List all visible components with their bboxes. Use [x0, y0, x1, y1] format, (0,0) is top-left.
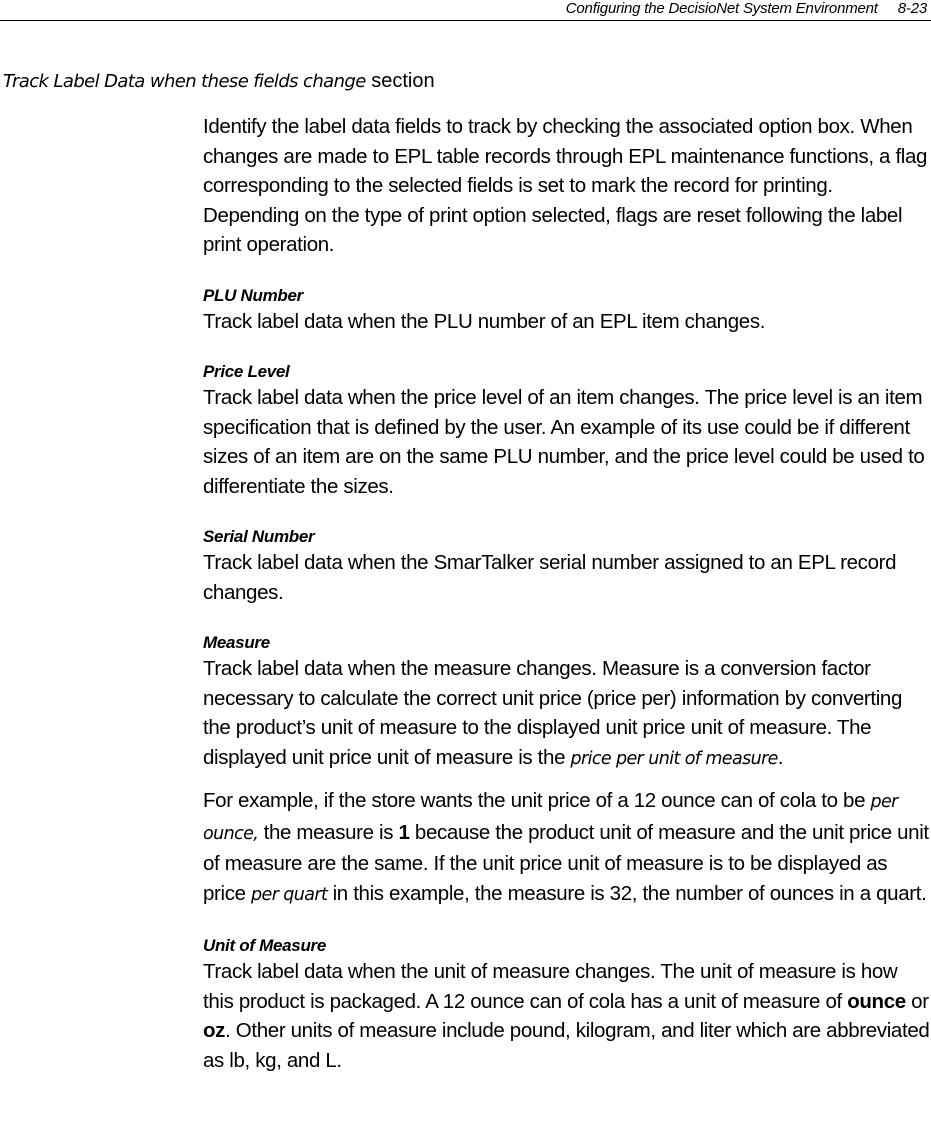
page-header — [566, 0, 927, 17]
section-title-rest: section — [365, 70, 435, 92]
term-serial-number: Serial Number — [203, 527, 315, 546]
section-title — [3, 70, 435, 93]
measure-example: For example, if the store wants the unit price of a 12 ounce can of cola to be per ounce, the measure is 1 because the product unit of measure and the unit price unit of measure are the same. If the unit price unit of measure is to be displayed as price per quart in this example, the measure is 32, the number of ounces in a quart. — [203, 789, 929, 905]
plu-description: Track label data when the PLU number of an EPL item changes. — [203, 309, 766, 333]
header-title: Configuring the DecisioNet System Environment — [565, 0, 878, 17]
serial-description: Track label data when the SmarTalker serial number assigned to an EPL record changes. — [203, 551, 897, 604]
term-unit-of-measure: Unit of Measure — [203, 936, 327, 955]
intro-paragraph: Identify the label data fields to track by checking the associated option box. When changes are made to EPL table records through EPL maintenance functions, a flag corresponding to the selected fields is set to mark the record for printing. Depending on the type of print option selected, flags are reset following the label print operation. — [203, 115, 928, 256]
term-price-level: Price Level — [203, 362, 290, 381]
section-title-italic: Track Label Data when these fields change — [3, 71, 366, 92]
uom-description: Track label data when the unit of measure changes. The unit of measure is how this product is packaged. A 12 ounce can of cola has a unit of measure of ounce or oz. Other units of measure include pound, kilogram, and liter which are abbreviated as lb, kg, and L. — [203, 960, 930, 1072]
term-plu-number: PLU Number — [203, 285, 303, 305]
document-body — [203, 112, 931, 1075]
price-level-description: Track label data when the price level of an item changes. The price level is an item specification that is defined by the user. An example of its use could be if different sizes of an item are on the same PLU number, and the price level could be used to differentiate the sizes. — [203, 386, 925, 498]
measure-description: Track label data when the measure changes. Measure is a conversion factor necessary to calculate the correct unit price (price per) information by converting the product’s unit of measure to the displayed unit price unit of measure. The displayed unit price unit of measure is the price per unit of measure. — [203, 657, 903, 769]
term-measure: Measure — [203, 633, 270, 652]
page-number: 8-23 — [897, 0, 927, 17]
header-rule — [0, 20, 931, 21]
